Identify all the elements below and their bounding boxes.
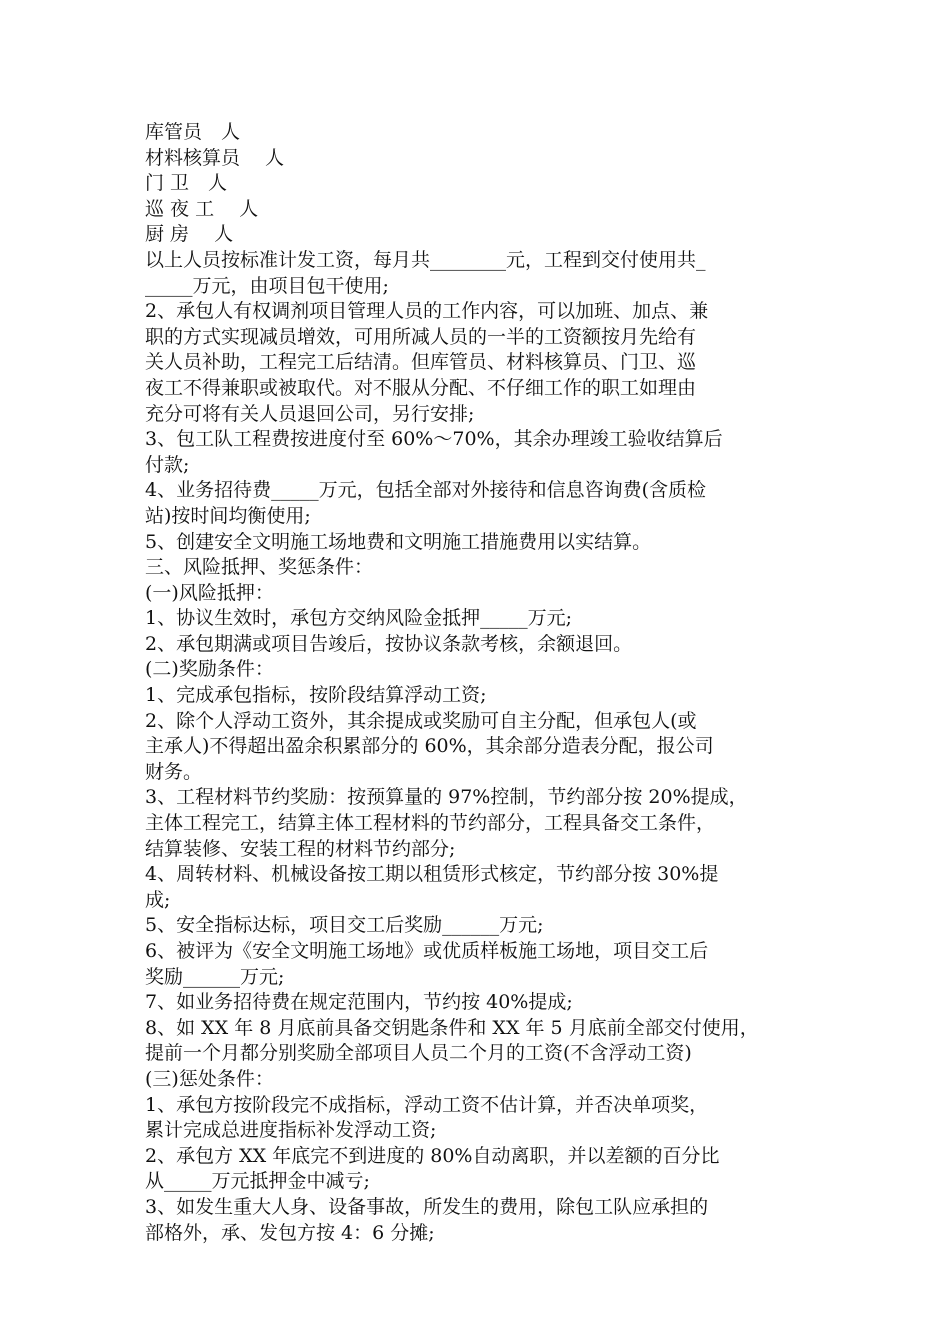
text-line: 2、承包期满或项目告竣后，按协议条款考核，余额退回。 [145, 632, 633, 655]
text-line: 累计完成总进度指标补发浮动工资; [145, 1119, 437, 1142]
document-body [145, 120, 825, 1246]
text-line: 职的方式实现减员增效，可用所减人员的一半的工资额按月先给有 [145, 325, 697, 348]
text-line: 充分可将有关人员退回公司，另行安排; [145, 402, 475, 425]
text-line: 1、完成承包指标，按阶段结算浮动工资; [145, 684, 487, 707]
text-line: 结算装修、安装工程的材料节约部分; [145, 837, 456, 860]
text-line: 3、包工队工程费按进度付至 60%～70%，其余办理竣工验收结算后 [145, 428, 723, 451]
text-line: 库管员 人 [145, 121, 241, 143]
text-line: 以上人员按标准计发工资，每月共________元，工程到交付使用共_ [145, 248, 706, 271]
text-line: 6、被评为《安全文明施工场地》或优质样板施工场地，项目交工后 [145, 940, 709, 962]
text-line: 1、协议生效时，承包方交纳风险金抵押_____万元; [145, 607, 572, 630]
text-line: 成; [145, 888, 171, 911]
subsection-heading: (三)惩处条件： [145, 1067, 274, 1090]
text-line: 夜工不得兼职或被取代。对不服从分配、不仔细工作的职工如理由 [145, 376, 697, 399]
text-line: 站)按时间均衡使用; [145, 504, 311, 527]
text-line: 3、如发生重大人身、设备事故，所发生的费用，除包工队应承担的 [145, 1195, 709, 1218]
text-line: 付款; [145, 453, 190, 476]
subsection-heading: (二)奖励条件： [145, 658, 274, 681]
text-line: 2、承包方 XX 年底完不到进度的 80%自动离职，并以差额的百分比 [145, 1144, 720, 1167]
text-line: 关人员补助，工程完工后结清。但库管员、材料核算员、门卫、巡 [145, 351, 697, 374]
text-line: 提前一个月都分别奖励全部项目人员二个月的工资(不含浮动工资) [145, 1042, 692, 1065]
text-line: 部格外，承、发包方按 4：6 分摊; [145, 1221, 435, 1244]
text-line: 材料核算员 人 [145, 146, 285, 169]
section-heading: 三、风险抵押、奖惩条件： [145, 556, 374, 579]
text-line: 主承人)不得超出盈余积累部分的 60%，其余部分造表分配，报公司 [145, 735, 714, 758]
text-line: 门 卫 人 [145, 172, 228, 195]
text-line: 从_____万元抵押金中减亏; [145, 1170, 370, 1193]
text-line: 5、安全指标达标，项目交工后奖励______万元; [145, 914, 544, 937]
text-line: 7、如业务招待费在规定范围内，节约按 40%提成; [145, 991, 573, 1014]
text-line: _____万元，由项目包干使用; [145, 274, 389, 297]
text-line: 厨 房 人 [145, 223, 234, 246]
text-line: 1、承包方按阶段完不成指标，浮动工资不估计算，并否决单项奖， [145, 1093, 709, 1116]
text-line: 2、承包人有权调剂项目管理人员的工作内容，可以加班、加点、兼 [145, 300, 709, 323]
text-line: 4、业务招待费_____万元，包括全部对外接待和信息咨询费(含质检 [145, 479, 707, 502]
text-line: 2、除个人浮动工资外，其余提成或奖励可自主分配，但承包人(或 [145, 709, 697, 732]
text-line: 财务。 [145, 760, 203, 783]
text-line: 4、周转材料、机械设备按工期以租赁形式核定，节约部分按 30%提 [145, 863, 719, 886]
text-line: 8、如 XX 年 8 月底前具备交钥匙条件和 XX 年 5 月底前全部交付使用， [145, 1016, 759, 1039]
text-line: 3、工程材料节约奖励：按预算量的 97%控制，节约部分按 20%提成， [145, 786, 748, 809]
subsection-heading: (一)风险抵押： [145, 581, 274, 604]
text-line: 奖励______万元; [145, 965, 285, 988]
text-line: 巡 夜 工 人 [145, 197, 259, 220]
text-line: 5、创建安全文明施工场地费和文明施工措施费用以实结算。 [145, 530, 652, 553]
text-line: 主体工程完工，结算主体工程材料的节约部分，工程具备交工条件， [145, 812, 716, 835]
